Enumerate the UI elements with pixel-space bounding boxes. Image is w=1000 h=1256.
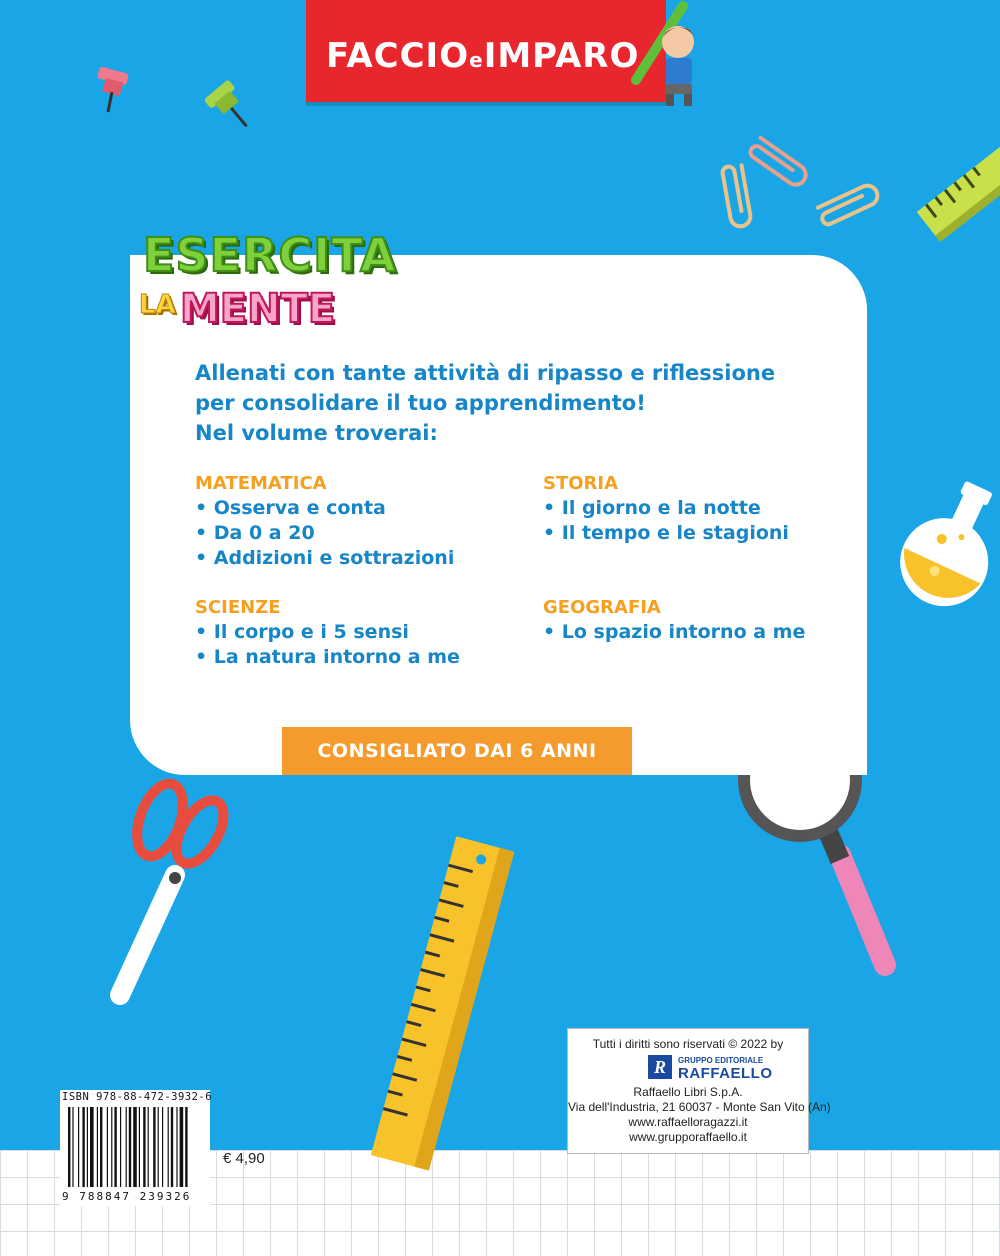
section-storia	[543, 472, 789, 546]
price: € 4,90	[223, 1150, 265, 1167]
section-item: • Il tempo e le stagioni	[543, 522, 789, 544]
logo-mente: MENTE	[180, 286, 336, 332]
ruler-icon-yellow	[360, 830, 540, 1160]
rights-notice: Tutti i diritti sono riservati © 2022 by	[592, 1037, 784, 1051]
intro-text	[195, 358, 835, 448]
pushpin-green-icon	[205, 80, 255, 135]
publisher-name: RAFFAELLO	[678, 1065, 773, 1082]
publisher-site[interactable]: www.raffaelloragazzi.it	[628, 1115, 748, 1129]
publisher-group: GRUPPO EDITORIALE	[678, 1056, 764, 1065]
section-heading: MATEMATICA	[195, 473, 327, 494]
age-recommendation-badge: CONSIGLIATO DAI 6 ANNI	[282, 727, 632, 775]
intro-line: per consolidare il tuo apprendimento!	[195, 391, 646, 415]
section-item: • Osserva e conta	[195, 497, 386, 519]
publisher-box	[567, 1028, 831, 1154]
isbn-number: ISBN 978-88-472-3932-6	[62, 1091, 213, 1103]
section-item: • Da 0 a 20	[195, 522, 315, 544]
ruler-icon	[925, 165, 1000, 285]
series-title	[326, 36, 639, 76]
section-item: • Lo spazio intorno a me	[543, 621, 806, 643]
section-item: • Addizioni e sottrazioni	[195, 547, 455, 569]
publisher-site[interactable]: www.grupporaffaello.it	[629, 1130, 747, 1144]
series-banner	[306, 0, 666, 102]
section-item: • La natura intorno a me	[195, 646, 460, 668]
section-scienze	[195, 596, 460, 670]
series-word2: IMPARO	[483, 36, 640, 76]
barcode-icon	[66, 1107, 204, 1189]
scissors-icon	[100, 770, 240, 1005]
section-matematica	[195, 472, 454, 571]
section-item: • Il corpo e i 5 sensi	[195, 621, 409, 643]
section-heading: SCIENZE	[195, 597, 281, 618]
section-heading: STORIA	[543, 473, 619, 494]
publisher-logo-icon: R	[648, 1055, 672, 1079]
section-geografia	[543, 596, 805, 645]
flask-icon	[895, 475, 1000, 615]
series-word1: FACCIO	[326, 36, 470, 76]
pushpin-red-icon	[92, 66, 142, 116]
logo-la: LA	[139, 290, 176, 320]
barcode-digits: 9 788847 239326	[62, 1190, 192, 1203]
intro-line: Nel volume troverai:	[195, 421, 438, 445]
child-with-pencil-icon	[628, 0, 708, 110]
section-item: • Il giorno e la notte	[543, 497, 761, 519]
series-conj: e	[469, 48, 484, 72]
barcode-box	[60, 1090, 213, 1206]
intro-line: Allenati con tante attività di ripasso e riflessione	[195, 361, 776, 385]
section-heading: GEOGRAFIA	[543, 597, 661, 618]
publisher-address: Via dell'Industria, 21 60037 - Monte San Vito (An)	[568, 1100, 831, 1114]
publisher-company: Raffaello Libri S.p.A.	[633, 1085, 743, 1099]
logo-esercita: ESERCITA	[143, 228, 397, 282]
paperclip-icon	[725, 125, 885, 235]
